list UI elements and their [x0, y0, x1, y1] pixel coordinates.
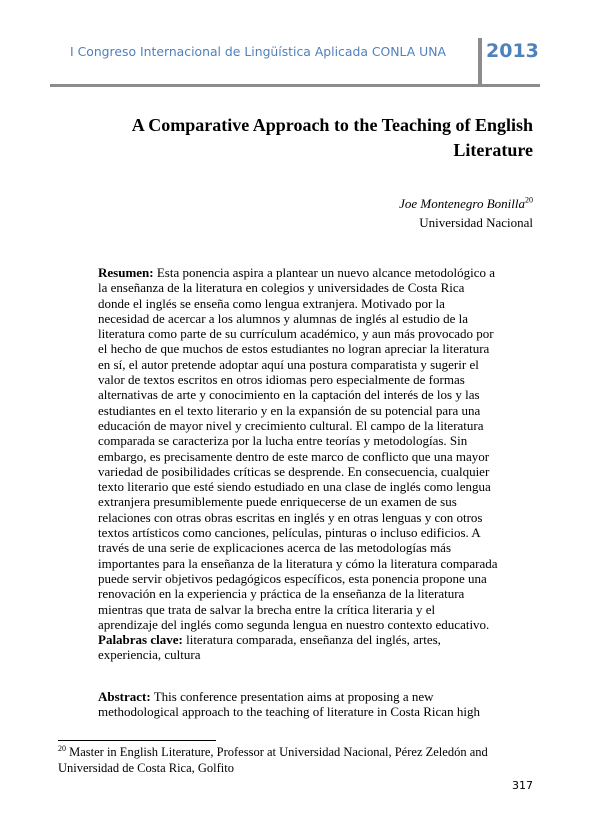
- author-line: [399, 194, 533, 213]
- resumen-paragraph: [98, 265, 498, 632]
- palabras-clave-paragraph: [98, 632, 498, 663]
- palabras-clave-label: Palabras clave:: [98, 632, 183, 648]
- author-name: Joe Montenegro Bonilla: [399, 196, 525, 211]
- author-block: [399, 194, 533, 232]
- page-number: 317: [512, 779, 533, 792]
- author-footnote-ref: 20: [525, 195, 533, 205]
- abstract-paragraph: [98, 689, 498, 720]
- paper-title: A Comparative Approach to the Teaching of English Literature: [131, 115, 533, 160]
- header-horizontal-rule: [50, 84, 540, 87]
- abstract-section: [98, 689, 498, 720]
- author-affiliation: Universidad Nacional: [419, 215, 533, 230]
- running-header-year: 2013: [486, 40, 539, 62]
- abstract-label: Abstract:: [98, 689, 151, 704]
- footnote-separator: [58, 740, 216, 741]
- palabras-clave-text: literatura comparada, enseñanza del inglés, artes, experiencia, cultura: [98, 632, 441, 663]
- resumen-text: Esta ponencia aspira a plantear un nuevo alcance metodológico a la enseñanza de la literatura en colegios y universidades de Costa Rica donde el inglés se enseña como lengua extranjera. Motivado por la necesidad de acercar a los alumnos y alumnas de inglés al estudio de la literatura como parte de su currículum académico, y aun más provocado por el hecho de que muchos de estos estudiantes no logran apreciar la literatura en sí, el autor pretende adoptar aquí una postura comparatista y sugerir el valor de textos escritos en otros idiomas pero especialmente de formas alternativas de arte y conocimiento en la captación del interés de los y las estudiantes en el texto literario y en la expansión de su potencial para una educación de mayor nivel y crecimiento cultural. El campo de la literatura comparada se caracteriza por la lucha entre teorías y metodologías. Sin embargo, es precisamente dentro de este marco de conflicto que una mayor variedad de posibilidades críticas se desprende. En consecuencia, cualquier texto literario que esté siendo estudiado en una clase de inglés como lengua extranjera presumiblemente puede enriquecerse de un examen de sus relaciones con otras obras escritas en inglés y en otras lenguas y con otros textos artísticos como canciones, películas, pinturas o incluso edificios. A través de una serie de explicaciones acerca de las metodologías más importantes para la enseñanza de la literatura y cómo la literatura comparada puede servir objetivos pedagógicos específicos, esta ponencia propone una renovación en la experiencia y práctica de la enseñanza de la literatura mientras que trata de salvar la brecha entre la crítica literaria y el aprendizaje del inglés como segunda lengua en nuestro contexto educativo.: [98, 265, 498, 632]
- footnote-number: 20: [58, 743, 66, 753]
- resumen-label: Resumen:: [98, 265, 154, 280]
- running-header-title: I Congreso Internacional de Lingüística Aplicada CONLA UNA: [70, 44, 446, 59]
- footnote-text: Master in English Literature, Professor at Universidad Nacional, Pérez Zeledón and Universidad de Costa Rica, Golfito: [58, 745, 488, 775]
- footnote: [58, 745, 528, 776]
- header-vertical-divider: [478, 38, 482, 84]
- resumen-section: [98, 265, 498, 663]
- abstract-text: This conference presentation aims at proposing a new methodological approach to the teaching of literature in Costa Rican high: [98, 689, 480, 720]
